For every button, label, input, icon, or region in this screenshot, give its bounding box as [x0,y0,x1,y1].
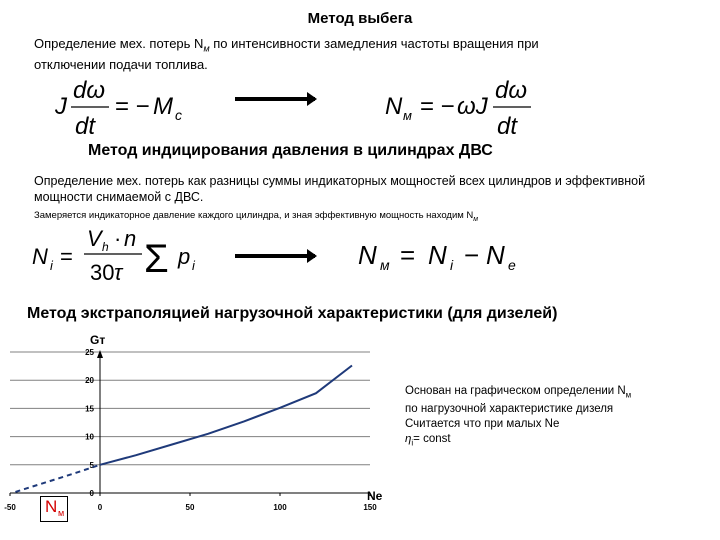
svg-text:n: n [124,226,137,251]
x-tick-label: 50 [185,503,195,512]
svg-text:·: · [114,226,122,251]
x-tick-label: 100 [273,503,287,512]
svg-text:p: p [178,244,191,269]
section2-small-text [34,210,694,223]
x-tick-label: -50 [4,503,16,512]
svg-text:c: c [175,107,182,123]
y-axis-label: Gт [90,333,106,347]
svg-text:e: e [508,257,516,273]
svg-text:i: i [50,258,53,273]
svg-text:м: м [380,257,390,273]
svg-text:ωJ: ωJ [457,93,488,120]
y-tick-label: 0 [89,489,94,498]
chart-series [15,366,352,492]
svg-text:=: = [60,244,73,269]
note-line-3: Считается что при малых Ne [405,418,560,431]
svg-text:= −: = − [420,93,455,120]
y-axis-arrow [97,350,103,358]
x-tick-label: 0 [97,503,103,512]
svg-text:dω: dω [495,77,528,104]
svg-text:=: = [400,240,416,270]
x-axis-label: Ne [367,489,383,503]
y-tick-label: 15 [85,404,94,414]
nm-highlight-box [40,496,68,522]
y-tick-label: 5 [89,460,94,470]
svg-text:N: N [385,93,403,120]
svg-text:V: V [87,226,102,251]
extrapolation-line [15,465,100,492]
svg-text:τ: τ [114,260,123,285]
y-tick-label: 10 [85,432,94,442]
note-line-1-text: Основан на графическом определении N [405,385,626,397]
svg-text:dt: dt [75,113,96,140]
section1-title: Метод выбега [307,10,413,27]
svg-text:h: h [102,240,109,254]
section2-small-sub: м [473,215,479,223]
formula-nm-decel [385,76,555,140]
section3-title: Метод экстраполяцией нагрузочной характеристики (для дизелей) [27,305,558,322]
x-tick-label: 150 [363,503,377,512]
section2-small-text-main: Замеряется индикаторное давление каждого цилиндра, и зная эффективную мощность находим N [34,210,474,221]
section3-note [405,384,705,451]
note-eta-sub: i [411,438,414,448]
svg-text:i: i [450,257,454,273]
formula-inertia [55,76,205,140]
note-line-1-sub: м [625,390,632,400]
section2-description: Определение мех. потерь как разницы суммы индикаторных мощностей всех цилиндров и эффективной мощности снимаемой с ДВС. [34,174,646,204]
svg-text:N: N [486,240,505,270]
svg-text:N: N [358,240,377,270]
svg-text:Σ: Σ [144,237,169,281]
note-eta: η [405,433,412,446]
arrow-1 [235,97,315,101]
svg-text:M: M [153,93,173,120]
nm-label-main: N [45,497,58,516]
section1-text-before: Определение мех. потерь N [34,36,204,51]
arrow-2 [235,254,315,258]
svg-text:dω: dω [73,77,106,104]
section2-title: Метод индицирования давления в цилиндрах ДВС [88,142,493,159]
svg-text:N: N [428,240,447,270]
svg-text:i: i [192,258,195,273]
formula-ni [32,226,222,288]
section1-sub: м [203,43,210,54]
svg-text:−: − [464,240,480,270]
y-tick-label: 20 [85,376,94,386]
note-line-4 [405,432,705,450]
svg-text:30: 30 [90,260,115,285]
note-const: = const [413,433,451,446]
y-tick-labels [85,348,94,498]
chart-axes [10,350,370,496]
note-line-2: по нагрузочной характеристике дизеля [405,403,614,416]
note-line-1 [405,384,705,402]
chart-grid [10,352,370,465]
svg-text:J: J [55,93,67,120]
section1-text-line2: отключении подачи топлива. [34,56,208,72]
section1-description [34,36,694,73]
svg-text:N: N [32,244,48,269]
formula-nm-diff [358,232,548,278]
svg-text:м: м [403,108,412,123]
svg-text:dt: dt [497,113,518,140]
nm-label-sub: м [58,508,65,518]
svg-text:= −: = − [115,93,150,120]
section1-text-after: по интенсивности замедления частоты вращения при [209,36,539,51]
y-tick-label: 25 [85,348,94,357]
